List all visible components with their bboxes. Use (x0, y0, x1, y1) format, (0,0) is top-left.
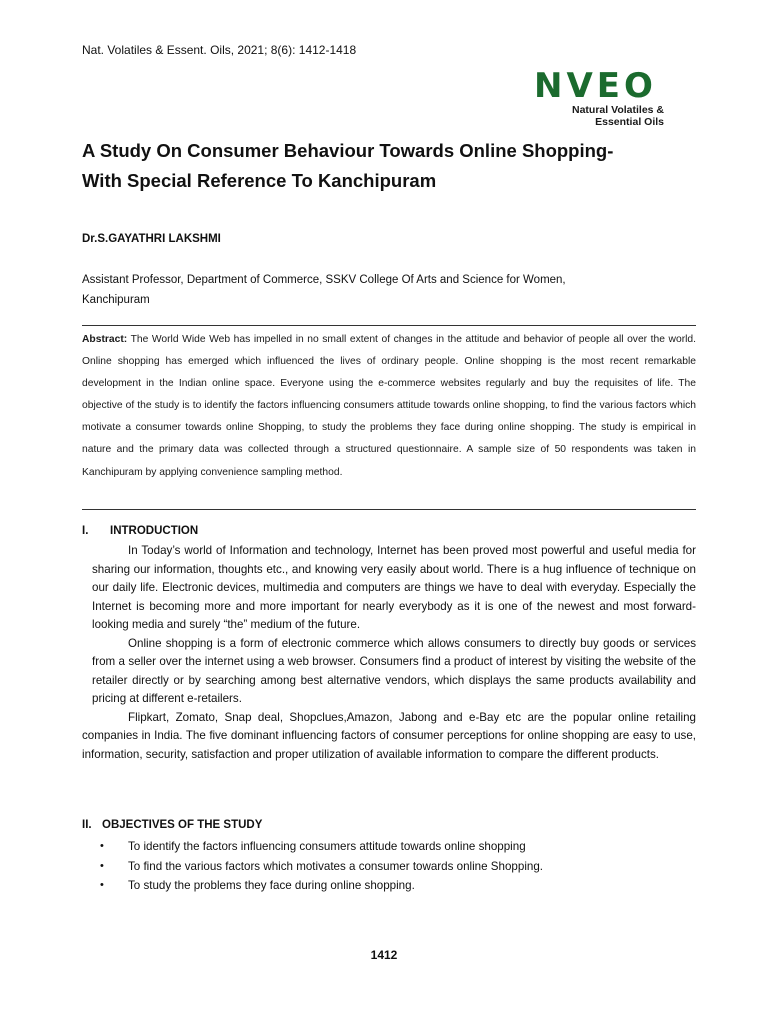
abstract-text: The World Wide Web has impelled in no small extent of changes in the attitude and behavior of people all over the world. Online shopping has emerged which influenced the lives of ordinary people. Online shopping is the most recent remarkable development in the Indian online space. Everyone using the e-commerce websites regularly and buy the requisites of life. The objective of the study is to identify the factors influencing consumers attitude towards online shopping, to find the various factors which motivate a consumer towards online Shopping, to study the problems they face during online shopping. The study is empirical in nature and the primary data was collected through a structured questionnaire. A sample size of 50 respondents was taken in Kanchipuram by applying convenience sampling method. (82, 334, 696, 478)
abstract-top-rule (82, 325, 696, 326)
affiliation-line2: Kanchipuram (82, 294, 150, 306)
objectives-list (100, 837, 660, 896)
intro-paragraph-2: Online shopping is a form of electronic commerce which allows consumers to directly buy goods or services from a seller over the internet using a web browser. Consumers find a product of interest by visiting the website of the retailer directly or by searching among best alternative vendors, which displays the same products availability and pricing at different e-retailers. (92, 636, 696, 705)
affiliation-line1: Assistant Professor, Department of Commerce, SSKV College Of Arts and Science for Women, (82, 274, 566, 286)
section-heading-objectives (82, 819, 262, 831)
bullet-icon: • (100, 859, 104, 872)
section-number: I. (82, 525, 89, 537)
list-item-text: To identify the factors influencing consumers attitude towards online shopping (128, 840, 526, 853)
logo-subtitle-line2: Essential Oils (595, 116, 664, 128)
introduction-body (82, 542, 696, 764)
paper-title-line2: With Special Reference To Kanchipuram (82, 170, 437, 191)
paper-author: Dr.S.GAYATHRI LAKSHMI (82, 233, 221, 245)
journal-logo (534, 68, 664, 128)
abstract (82, 329, 696, 484)
bullet-icon: • (100, 879, 104, 891)
list-item (100, 837, 660, 857)
list-item-text: To study the problems they face during online shopping. (128, 879, 415, 892)
page-number: 1412 (370, 948, 398, 962)
bullet-icon: • (100, 840, 104, 852)
section-number: II. (82, 819, 92, 831)
journal-citation: Nat. Volatiles & Essent. Oils, 2021; 8(6): 1412-1418 (82, 43, 357, 57)
list-item (100, 857, 660, 877)
intro-paragraph-3 (82, 709, 696, 765)
intro-paragraph-3-text: Flipkart, Zomato, Snap deal, Shopclues,Amazon, Jabong and e-Bay etc are the popular online retailing companies in India. The five dominant influencing factors of consumer perceptions for online shopping are easy to use, information, security, satisfaction and proper utilization of available information to compare the different products. (82, 710, 696, 761)
author-affiliation (82, 270, 682, 310)
abstract-label: Abstract: (82, 334, 128, 345)
list-item (100, 876, 660, 896)
section-title: OBJECTIVES OF THE STUDY (102, 819, 263, 831)
paper-title-line1: A Study On Consumer Behaviour Towards Online Shopping- (82, 140, 614, 161)
logo-subtitle-line1: Natural Volatiles & (572, 104, 664, 116)
section-title: INTRODUCTION (110, 525, 199, 537)
list-item-text: To find the various factors which motivates a consumer towards online Shopping. (128, 859, 544, 873)
logo-mark: NVEO (534, 66, 657, 106)
section-heading-introduction (82, 525, 198, 537)
abstract-bottom-rule (82, 509, 696, 510)
paper-title (82, 136, 682, 196)
intro-paragraph-1: In Today’s world of Information and technology, Internet has been proved most powerful and useful media for sharing our information, thoughts etc., and knowing very easily about world. There is a hug influence of technique on our daily life. Electronic devices, multimedia and computers are things we have to deal with everyday. Especially the Internet is becoming more and more important for nearly everybody as it is one of the newest and most forward-looking media and surely “the” medium of the future. (92, 544, 696, 631)
